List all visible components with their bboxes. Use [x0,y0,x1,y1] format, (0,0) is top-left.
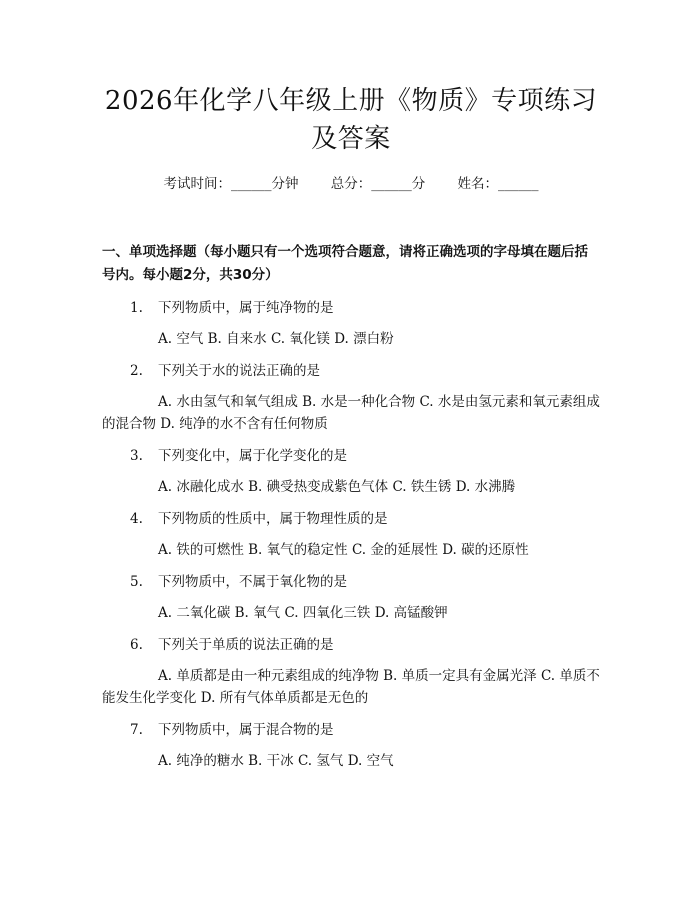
option-c: C. 氧化镁 [270,331,330,347]
question-stem [102,634,600,656]
option-b: B. 干冰 [248,753,294,769]
question-text: 下列变化中，属于化学变化的是 [158,448,347,464]
option-c: C. 水是由氢元素和氧元素组成的混合物 [102,394,600,432]
question-text: 下列关于水的说法正确的是 [158,363,320,379]
option-c: C. 单质不能发生化学变化 [102,668,600,706]
option-d: D. 水沸腾 [455,479,516,495]
option-d: D. 所有气体单质都是无色的 [200,690,369,706]
exam-time-field: 考试时间：______分钟 [163,176,299,192]
option-b: B. 氧气的稳定性 [248,542,348,558]
option-c: C. 铁生锈 [392,479,452,495]
question-item [102,445,600,498]
question-options [102,328,600,350]
option-d: D. 高锰酸钾 [374,605,448,621]
question-number: 6. [130,637,143,653]
question-text: 下列关于单质的说法正确的是 [158,637,334,653]
option-d: D. 碳的还原性 [442,542,529,558]
option-c: C. 四氧化三铁 [284,605,371,621]
option-a: A. 铁的可燃性 [158,542,244,558]
question-stem [102,719,600,741]
option-b: B. 水是一种化合物 [302,394,416,410]
question-list [102,297,600,772]
question-stem [102,297,600,319]
option-b: B. 单质一定具有金属光泽 [383,668,537,684]
option-a: A. 单质都是由一种元素组成的纯净物 [158,668,379,684]
question-stem [102,571,600,593]
option-c: C. 金的延展性 [351,542,438,558]
option-c: C. 氢气 [297,753,344,769]
question-options [102,602,600,624]
question-item [102,634,600,709]
option-a: A. 空气 [158,331,204,347]
question-item [102,360,600,435]
total-score-field: 总分：______分 [330,176,426,192]
question-text: 下列物质中，属于纯净物的是 [158,300,334,316]
option-b: B. 碘受热变成紫色气体 [248,479,389,495]
option-a: A. 水由氢气和氧气组成 [158,394,298,410]
question-options [102,539,600,561]
question-text: 下列物质的性质中，属于物理性质的是 [158,511,388,527]
question-options [102,476,600,498]
question-item [102,571,600,624]
question-text: 下列物质中，不属于氧化物的是 [158,574,347,590]
question-stem [102,360,600,382]
option-b: B. 氧气 [234,605,281,621]
option-d: D. 空气 [347,753,394,769]
student-name-field: 姓名：______ [457,176,539,192]
option-d: D. 纯净的水不含有任何物质 [160,416,328,432]
question-number: 7. [130,722,143,738]
question-number: 1. [130,300,143,316]
exam-info-line [102,174,600,194]
question-number: 3. [130,448,143,464]
question-item [102,508,600,561]
question-text: 下列物质中，属于混合物的是 [158,722,334,738]
option-a: A. 冰融化成水 [158,479,244,495]
question-options [102,391,600,435]
option-d: D. 漂白粉 [334,331,394,347]
question-number: 2. [130,363,143,379]
option-a: A. 纯净的糖水 [158,753,244,769]
question-stem [102,445,600,467]
question-number: 4. [130,511,143,527]
option-b: B. 自来水 [207,331,267,347]
question-number: 5. [130,574,143,590]
document-title: 2026年化学八年级上册《物质》专项练习及答案 [104,86,598,154]
question-item [102,719,600,772]
question-options [102,750,600,772]
option-a: A. 二氧化碳 [158,605,231,621]
section-heading-single-choice: 一、单项选择题（每小题只有一个选项符合题意，请将正确选项的字母填在题后括号内。每小题2分，共30分） [102,244,588,283]
question-item [102,297,600,350]
question-stem [102,508,600,530]
question-options [102,665,600,709]
